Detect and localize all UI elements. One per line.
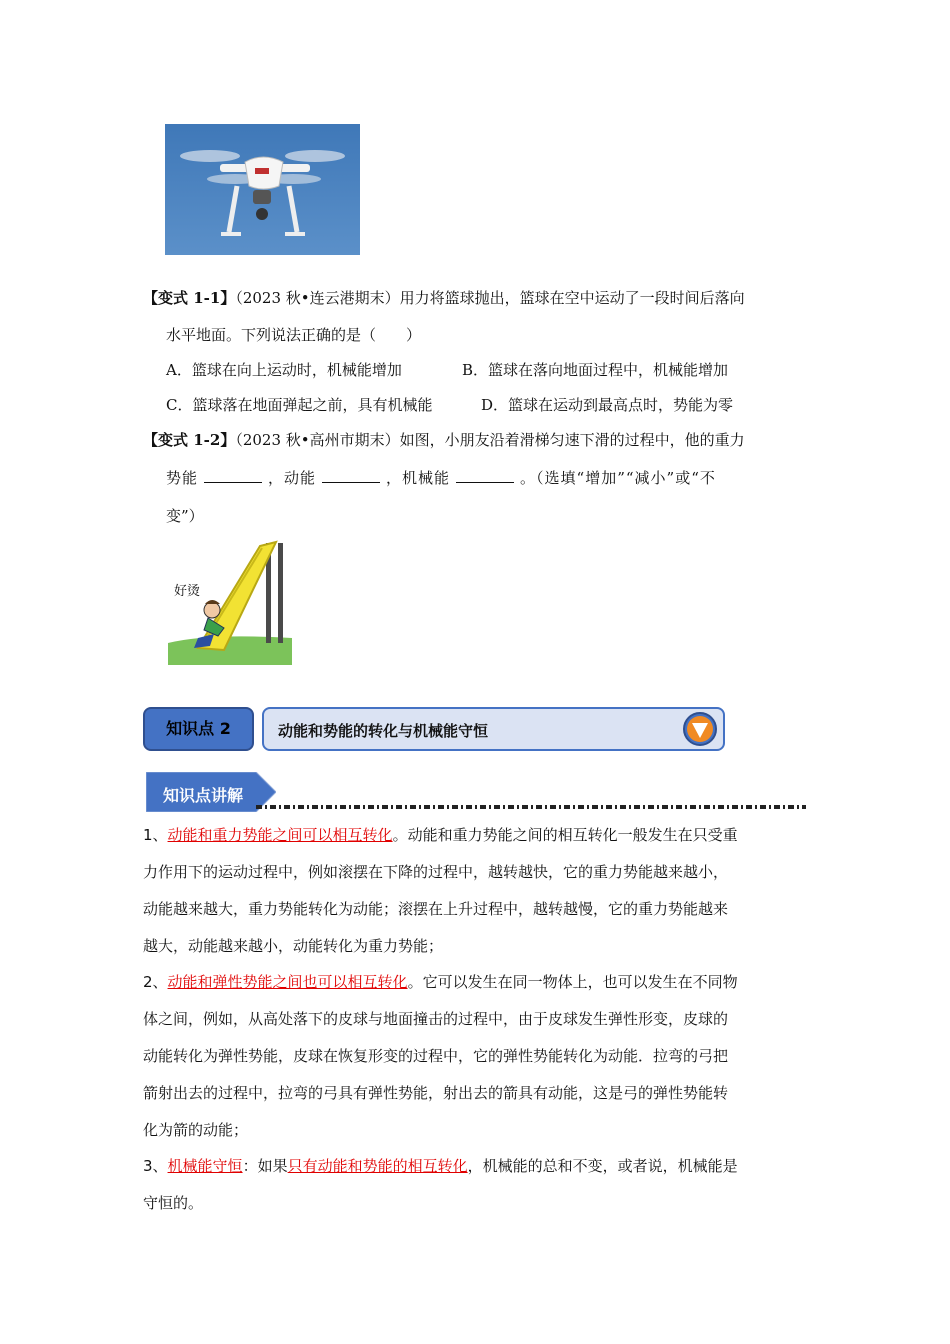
- variant2-source: （2023 秋•高州市期末）: [235, 431, 400, 449]
- variant2-tag: 【变式 1-2】: [143, 431, 236, 449]
- knowledge-point-label: 知识点 2: [143, 707, 254, 751]
- point1-line4: 越大，动能越来越小，动能转化为重力势能；: [143, 937, 444, 955]
- point1-key: 动能和重力势能之间可以相互转化: [167, 826, 393, 844]
- point1-line2: 力作用下的运动过程中，例如滚摆在下降的过程中，越转越快，它的重力势能越来越小，: [143, 863, 729, 881]
- point1-line1: [143, 825, 738, 845]
- point2-line1: [143, 972, 738, 992]
- point2-line4: 箭射出去的过程中，拉弯的弓具有弹性势能，射出去的箭具有动能，这是弓的弹性势能转: [143, 1084, 729, 1102]
- variant1-option-a: A．篮球在向上运动时，机械能增加: [166, 361, 402, 379]
- point1-num: 1、: [143, 826, 168, 844]
- point2-line2: 体之间，例如，从高处落下的皮球与地面撞击的过程中，由于皮球发生弹性形变，皮球的: [143, 1010, 729, 1028]
- knowledge-point-title: 动能和势能的转化与机械能守恒: [278, 722, 489, 740]
- variant1-option-b: B．篮球在落向地面过程中，机械能增加: [462, 361, 729, 379]
- variant2-question-l3: 变”）: [166, 507, 204, 525]
- point2-num: 2、: [143, 973, 168, 991]
- variant1-option-c: C．篮球落在地面弹起之前，具有机械能: [166, 396, 433, 414]
- variant1-tag: 【变式 1-1】: [143, 289, 236, 307]
- point1-rest: 。动能和重力势能之间的相互转化一般发生在只受重: [392, 826, 738, 844]
- variant2-part4: 。（选填“增加”“减小”或“不: [520, 469, 716, 487]
- variant1-source: （2023 秋•连云港期末）: [235, 289, 400, 307]
- variant1-question-l1: 用力将篮球抛出，篮球在空中运动了一段时间后落向: [399, 289, 745, 307]
- variant2-question-l1: 如图，小朋友沿着滑梯匀速下滑的过程中，他的重力: [399, 431, 745, 449]
- point3-rest: ，机械能的总和不变，或者说，机械能是: [467, 1157, 738, 1175]
- variant2-part2: ，动能: [268, 469, 317, 487]
- point3-num: 3、: [143, 1157, 168, 1175]
- point2-rest: 。它可以发生在同一物体上，也可以发生在不同物: [407, 973, 738, 991]
- blank-mechanical[interactable]: [456, 468, 514, 483]
- dashed-divider: [256, 805, 806, 809]
- point3-line2: 守恒的。: [143, 1194, 204, 1212]
- variant1-option-d: D．篮球在运动到最高点时，势能为零: [481, 396, 734, 414]
- point1-line3: 动能越来越大，重力势能转化为动能；滚摆在上升过程中，越转越慢，它的重力势能越来: [143, 900, 729, 918]
- triangle-down-icon: [685, 714, 715, 744]
- point2-line3: 动能转化为弹性势能，皮球在恢复形变的过程中，它的弹性势能转化为动能．拉弯的弓把: [143, 1047, 729, 1065]
- slide-image: [168, 538, 292, 665]
- variant2-line1: [143, 430, 745, 450]
- explain-tab-label: 知识点讲解: [163, 786, 244, 805]
- slide-caption: 好烫: [174, 584, 201, 599]
- point3-line1: [143, 1156, 738, 1176]
- blank-kinetic[interactable]: [322, 468, 380, 483]
- variant2-line2: [166, 468, 716, 488]
- collapse-toggle[interactable]: [683, 712, 717, 746]
- blank-potential[interactable]: [204, 468, 262, 483]
- knowledge-point-title-box: [262, 707, 725, 751]
- point2-line5: 化为箭的动能；: [143, 1121, 249, 1139]
- point3-mid: ：如果: [242, 1157, 288, 1175]
- point3-key2: 只有动能和势能的相互转化: [287, 1157, 468, 1175]
- point2-key: 动能和弹性势能之间也可以相互转化: [167, 973, 408, 991]
- variant1-line1: [143, 288, 745, 308]
- point3-key1: 机械能守恒: [167, 1157, 243, 1175]
- variant1-question-l2: 水平地面。下列说法正确的是（ ）: [166, 326, 422, 344]
- variant2-part3: ，机械能: [386, 469, 451, 487]
- variant2-part1: 势能: [166, 469, 199, 487]
- drone-image: [165, 124, 360, 255]
